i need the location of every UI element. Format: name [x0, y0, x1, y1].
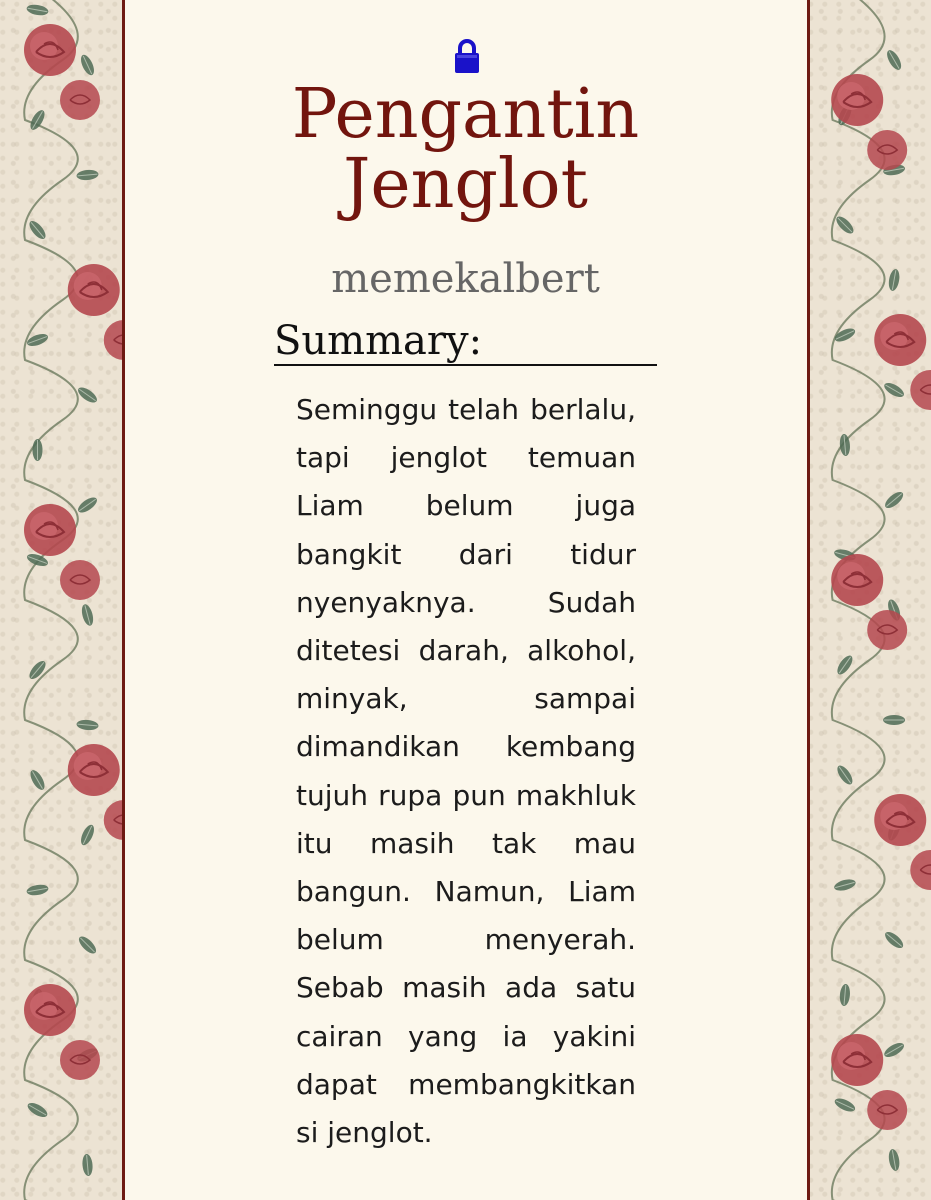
lock-icon — [452, 38, 482, 74]
rose-vine-pattern — [0, 0, 125, 1200]
summary-heading: Summary: — [274, 318, 657, 366]
summary-text: Seminggu telah berlalu, tapi jenglot temuan Liam belum juga bangkit dari tidur nyenyaknya. Sudah ditetesi darah, alkohol, minyak, sampai dimandikan kembang tujuh rupa pun makhluk itu masih tak mau bangun. Namun, Liam belum menyerah. Sebab masih ada satu cairan yang ia yakini dapat membangkitkan si jenglot. — [296, 393, 636, 1150]
rose-vine-pattern — [808, 0, 931, 1200]
floral-wallpaper-right — [808, 0, 931, 1200]
author-name[interactable]: memekalbert — [331, 256, 600, 302]
floral-wallpaper-left — [0, 0, 125, 1200]
story-title[interactable]: Pengantin Jenglot — [291, 75, 640, 224]
